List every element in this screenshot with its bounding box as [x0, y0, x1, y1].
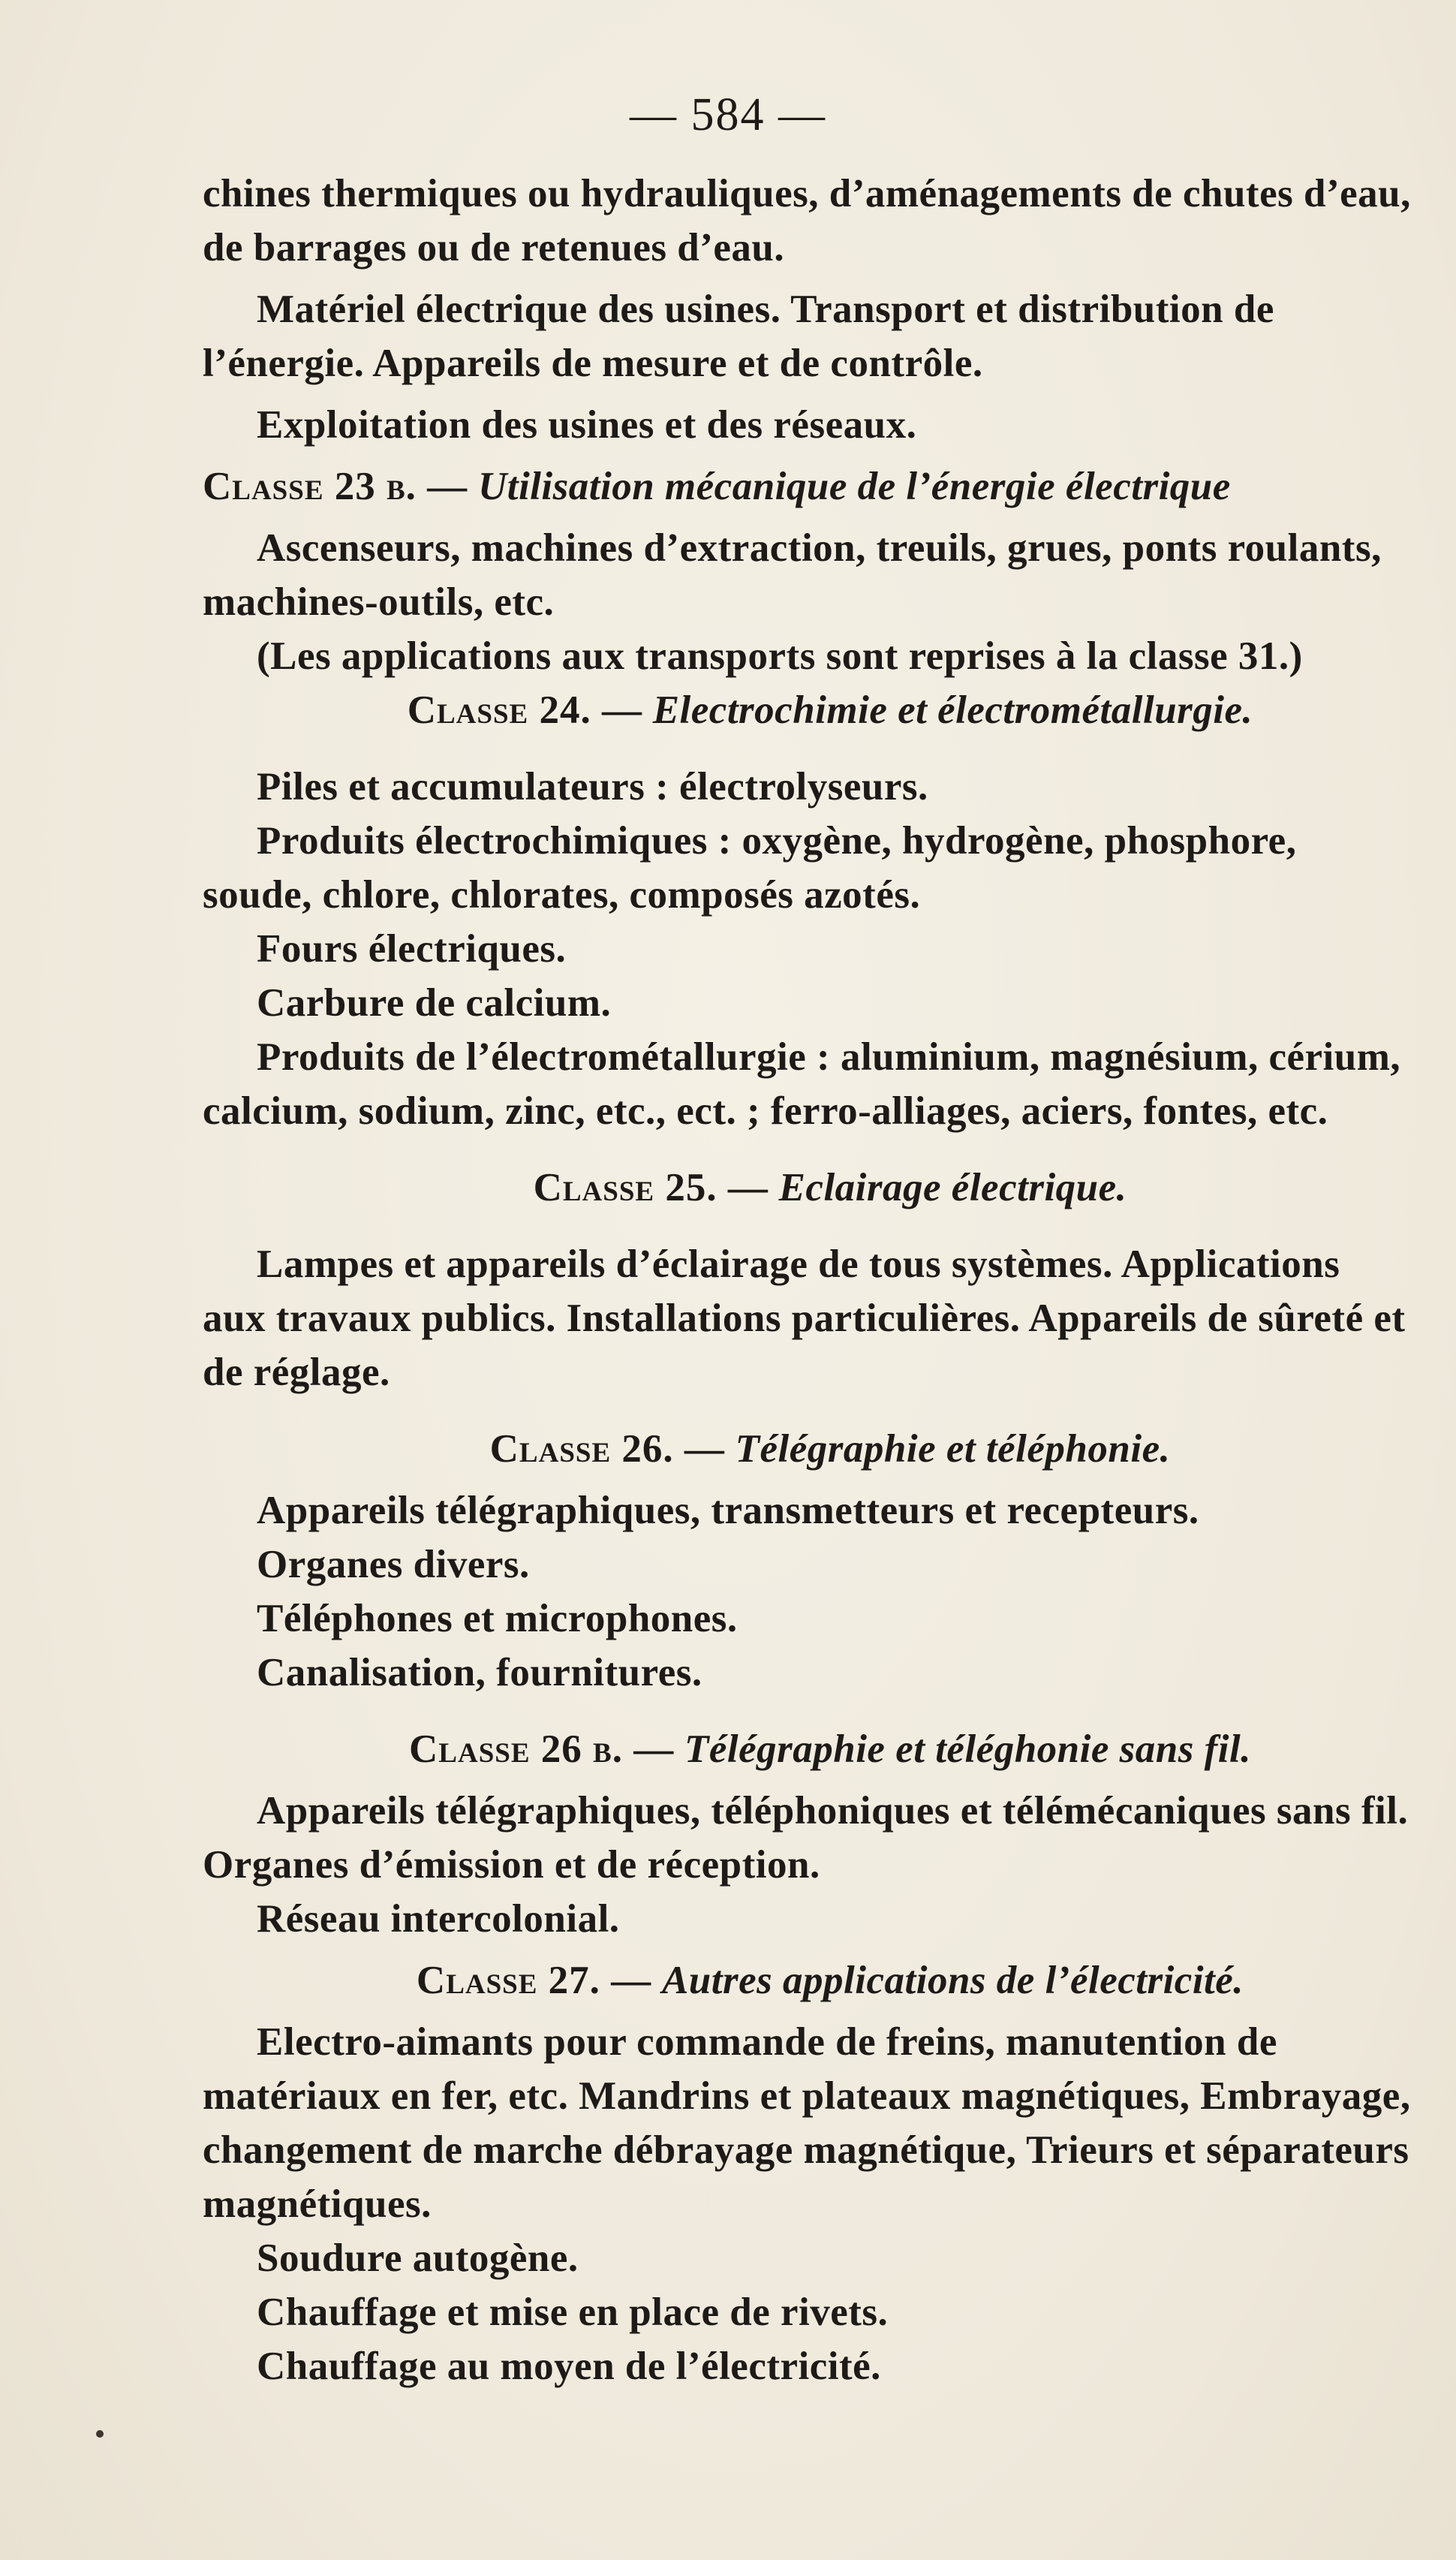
paragraph: chines thermiques ou hydrauliques, d’aménagements de chutes d’eau, de barrages ou de retenues d’eau. — [203, 172, 1411, 270]
paragraph: Exploitation des usines et des réseaux. — [257, 403, 917, 447]
paragraph: Téléphones et microphones. — [257, 1597, 738, 1640]
paragraph: Produits de l’électrométallurgie : aluminium, magnésium, cérium, calcium, sodium, zinc, etc., ect. ; ferro-alliages, aciers, fontes, etc. — [203, 1035, 1401, 1133]
class-heading-23b — [203, 459, 1412, 514]
class-label: Classe 25. — — [533, 1166, 769, 1209]
class-heading-27 — [203, 1953, 1412, 2007]
paragraph: Réseau intercolonial. — [257, 1897, 620, 1941]
class-title: Eclairage électrique. — [778, 1166, 1127, 1209]
class-label: Classe 26. — — [489, 1427, 725, 1471]
paragraph: Ascenseurs, machines d’extraction, treuils, grues, ponts roulants, machines-outils, etc. — [203, 526, 1382, 624]
paragraph: Chauffage au moyen de l’électricité. — [257, 2345, 881, 2388]
paragraph: Appareils télégraphiques, transmetteurs et recepteurs. — [257, 1489, 1199, 1532]
paragraph: Canalisation, fournitures. — [257, 1651, 702, 1694]
class-heading-26 — [203, 1422, 1412, 1476]
class-title: Utilisation mécanique de l’énergie électrique — [477, 465, 1231, 508]
paragraph: Soudure autogène. — [257, 2236, 579, 2280]
paragraph: Carbure de calcium. — [257, 981, 612, 1025]
page-number: — 584 — — [630, 89, 826, 140]
ink-speck — [96, 2430, 104, 2438]
class-heading-25 — [203, 1161, 1412, 1215]
paragraph: Lampes et appareils d’éclairage de tous systèmes. Applications aux travaux publics. Installations particulières. Appareils de sûreté et de réglage. — [203, 1242, 1406, 1394]
class-title: Télégraphie et téléphonie. — [735, 1427, 1171, 1471]
class-label: Classe 26 b. — — [409, 1727, 675, 1771]
class-title: Electrochimie et électrométallurgie. — [652, 688, 1253, 732]
paragraph: Organes divers. — [257, 1543, 530, 1586]
class-label: Classe 27. — — [416, 1959, 652, 2002]
class-title: Autres applications de l’électricité. — [661, 1959, 1244, 2002]
paragraph: Piles et accumulateurs : électrolyseurs. — [257, 765, 928, 809]
class-label: Classe 24. — — [407, 688, 642, 732]
paragraph: Chauffage et mise en place de rivets. — [257, 2290, 889, 2334]
paragraph: Electro-aimants pour commande de freins, manutention de matériaux en fer, etc. Mandrins et plateaux magnétiques, Embrayage, changement de marche débrayage magnétique, Trieurs et séparateurs magnétiques. — [203, 2020, 1411, 2226]
paragraph: Fours électriques. — [257, 927, 567, 971]
paragraph: Matériel électrique des usines. Transport et distribution de l’énergie. Appareils de mesure et de contrôle. — [203, 288, 1274, 385]
class-heading-26b — [203, 1722, 1412, 1776]
class-heading-24 — [203, 683, 1412, 737]
paragraph: (Les applications aux transports sont reprises à la classe 31.) — [257, 634, 1303, 678]
page-text — [203, 167, 1412, 2393]
paragraph: Appareils télégraphiques, téléphoniques et télémécaniques sans fil. Organes d’émission et de réception. — [203, 1789, 1409, 1887]
paragraph: Produits électrochimiques : oxygène, hydrogène, phosphore, soude, chlore, chlorates, composés azotés. — [203, 819, 1297, 917]
class-title: Télégraphie et téléghonie sans fil. — [684, 1727, 1251, 1771]
class-label: Classe 23 b. — — [203, 465, 468, 508]
